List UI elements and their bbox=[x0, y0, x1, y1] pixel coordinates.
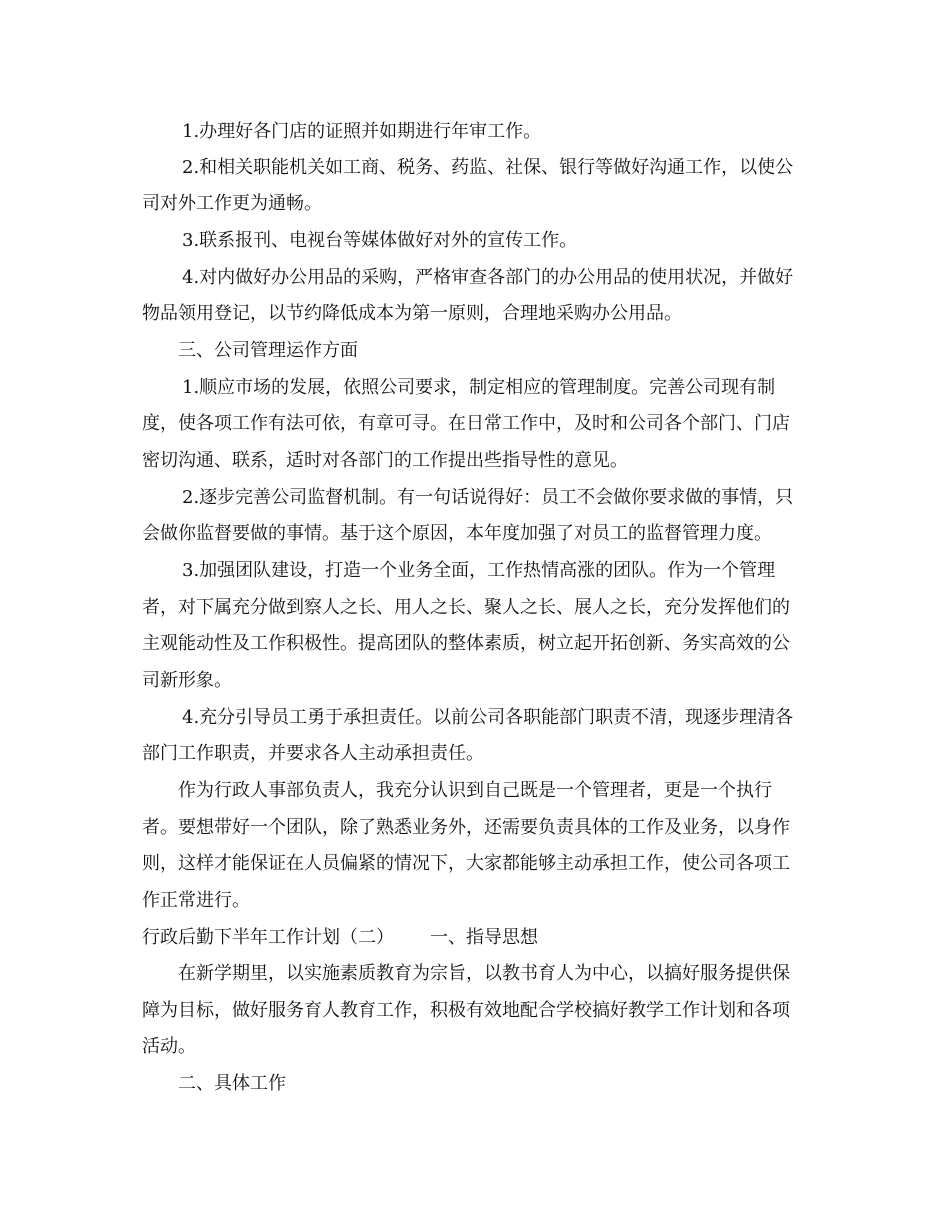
paragraph-line: 1.办理好各门店的证照并如期进行年审工作。 bbox=[182, 121, 542, 142]
paragraph-line: 作为行政人事部负责人，我充分认识到自己既是一个管理者，更是一个执行 bbox=[178, 780, 772, 801]
paragraph-line: 2.和相关职能机关如工商、税务、药监、社保、银行等做好沟通工作，以使公 bbox=[182, 157, 794, 178]
paragraph-line: 4.对内做好办公用品的采购，严格审查各部门的办公用品的使用状况，并做好 bbox=[182, 267, 794, 288]
paragraph-line: 主观能动性及工作积极性。提高团队的整体素质，树立起开拓创新、务实高效的公 bbox=[142, 633, 790, 654]
section-heading: 三、公司管理运作方面 bbox=[178, 340, 358, 361]
paragraph-line: 度，使各项工作有法可依，有章可寻。在日常工作中，及时和公司各个部门、门店 bbox=[142, 413, 790, 434]
document-title: 行政后勤下半年工作计划（二） bbox=[142, 927, 394, 948]
paragraph-line: 司对外工作更为通畅。 bbox=[142, 193, 322, 214]
paragraph-line: 则，这样才能保证在人员偏紧的情况下，大家都能够主动承担工作，使公司各项工 bbox=[142, 853, 790, 874]
paragraph-line: 者，对下属充分做到察人之长、用人之长、聚人之长、展人之长，充分发挥他们的 bbox=[142, 597, 790, 618]
paragraph-line: 1.顺应市场的发展，依照公司要求，制定相应的管理制度。完善公司现有制 bbox=[182, 377, 776, 398]
paragraph-line: 3.联系报刊、电视台等媒体做好对外的宣传工作。 bbox=[182, 230, 578, 251]
section-heading: 一、指导思想 bbox=[430, 927, 538, 948]
paragraph-line: 物品领用登记，以节约降低成本为第一原则，合理地采购办公用品。 bbox=[142, 303, 682, 324]
paragraph-line: 部门工作职责，并要求各人主动承担责任。 bbox=[142, 743, 484, 764]
paragraph-line: 司新形象。 bbox=[142, 670, 232, 691]
section-heading: 二、具体工作 bbox=[178, 1073, 286, 1094]
paragraph-line: 会做你监督要做的事情。基于这个原因，本年度加强了对员工的监督管理力度。 bbox=[142, 523, 772, 544]
paragraph-line: 4.充分引导员工勇于承担责任。以前公司各职能部门职责不清，现逐步理清各 bbox=[182, 707, 794, 728]
paragraph-line: 障为目标，做好服务育人教育工作，积极有效地配合学校搞好教学工作计划和各项 bbox=[142, 1000, 790, 1021]
paragraph-line: 3.加强团队建设，打造一个业务全面，工作热情高涨的团队。作为一个管理 bbox=[182, 560, 776, 581]
paragraph-line: 在新学期里，以实施素质教育为宗旨，以教书育人为中心，以搞好服务提供保 bbox=[178, 963, 790, 984]
paragraph-line: 2.逐步完善公司监督机制。有一句话说得好：员工不会做你要求做的事情，只 bbox=[182, 487, 794, 508]
paragraph-line: 作正常进行。 bbox=[142, 890, 250, 911]
paragraph-line: 密切沟通、联系，适时对各部门的工作提出些指导性的意见。 bbox=[142, 450, 628, 471]
paragraph-line: 者。要想带好一个团队，除了熟悉业务外，还需要负责具体的工作及业务，以身作 bbox=[142, 817, 790, 838]
paragraph-line: 活动。 bbox=[142, 1036, 196, 1057]
